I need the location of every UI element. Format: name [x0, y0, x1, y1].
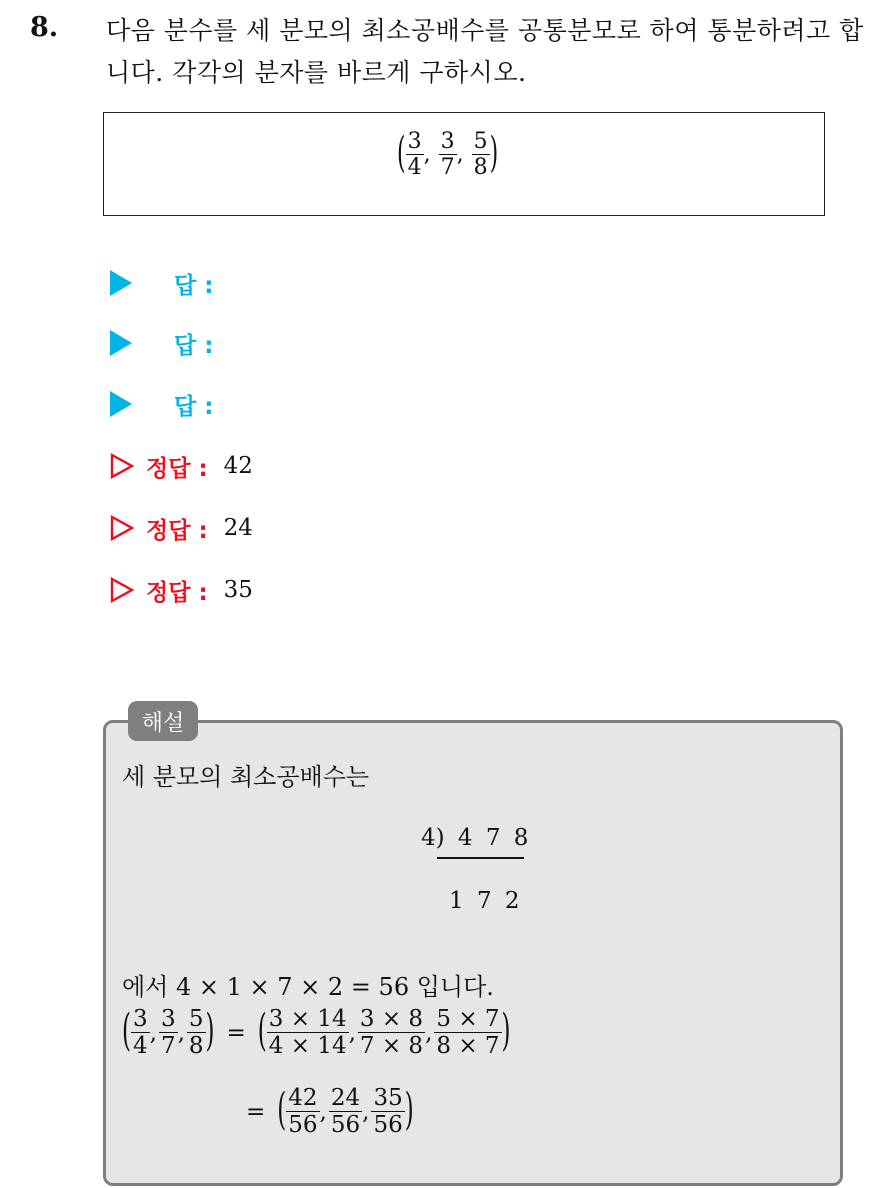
- divisor: 4): [421, 825, 445, 851]
- fraction: [131, 1006, 150, 1060]
- fraction: [406, 129, 424, 181]
- explanation-tab: 해설: [128, 701, 198, 741]
- answer-label: 답 :: [174, 332, 214, 359]
- solution-label: 정답 :: [146, 579, 208, 606]
- comma: ,: [149, 1019, 157, 1046]
- fraction: [267, 1006, 349, 1060]
- explanation-line1: 세 분모의 최소공배수는: [122, 763, 370, 791]
- answer-row[interactable]: [110, 265, 213, 301]
- play-triangle-icon: [110, 391, 132, 417]
- question-text: 다음 분수를 세 분모의 최소공배수를 공통분모로 하여 통분하려고 합니다. 각각의 분자를 바르게 구하시오.: [106, 16, 864, 87]
- comma: ,: [177, 1019, 185, 1046]
- fraction: [358, 1006, 425, 1060]
- division-bottom: 1 7 2: [449, 888, 520, 914]
- right-paren: ): [205, 1007, 215, 1057]
- numerator: 35: [373, 1085, 403, 1111]
- answer-row[interactable]: [110, 325, 213, 361]
- numerator: 5: [473, 129, 488, 154]
- solution-row: [110, 572, 253, 608]
- outline-triangle-icon: [110, 515, 134, 541]
- solution-row: [110, 448, 253, 484]
- problem-expression: [397, 129, 498, 181]
- solution-label: 정답 :: [146, 517, 208, 544]
- left-paren: (: [122, 1007, 131, 1057]
- numerator: 3: [132, 1006, 148, 1032]
- fraction: [439, 129, 457, 181]
- answer-row[interactable]: [110, 386, 213, 422]
- solution-value: 35: [223, 577, 253, 603]
- numerator: 3: [160, 1006, 176, 1032]
- dividends: 4 7 8: [457, 825, 529, 851]
- denominator: 8 × 7: [436, 1033, 500, 1060]
- denominator: 8: [188, 1033, 204, 1060]
- denominator: 56: [330, 1112, 361, 1139]
- right-paren: ): [501, 1007, 511, 1057]
- numerator: 5 × 7: [436, 1006, 500, 1032]
- fraction: [159, 1006, 178, 1060]
- equals-sign: =: [246, 1098, 266, 1125]
- denominator: 4: [407, 155, 422, 181]
- right-paren: ): [489, 130, 499, 178]
- fraction: [329, 1085, 362, 1139]
- numerator: 24: [330, 1085, 361, 1111]
- solution-row: [110, 510, 253, 546]
- denominator: 8: [473, 155, 488, 181]
- left-paren: (: [277, 1086, 287, 1136]
- numerator: 3: [440, 129, 455, 154]
- denominator: 7 × 8: [359, 1033, 424, 1060]
- fraction: [472, 129, 490, 181]
- division-bar: [437, 857, 524, 859]
- solution-label: 정답 :: [146, 455, 208, 482]
- explanation-line2: 에서 4 × 1 × 7 × 2 = 56 입니다.: [122, 973, 494, 1001]
- left-paren: (: [397, 130, 406, 178]
- division-top: [421, 825, 528, 851]
- problem-box: [103, 112, 825, 216]
- numerator: 3 × 8: [359, 1006, 424, 1032]
- numerator: 5: [188, 1006, 204, 1032]
- numerator: 3 × 14: [268, 1006, 347, 1032]
- comma: ,: [423, 142, 431, 168]
- equation-step1: [122, 1006, 511, 1060]
- equals-sign: =: [226, 1019, 246, 1046]
- play-triangle-icon: [110, 270, 132, 296]
- numerator: 42: [288, 1085, 318, 1111]
- answer-label: 답 :: [174, 272, 214, 299]
- fraction: [434, 1006, 501, 1060]
- denominator: 4 × 14: [268, 1033, 347, 1060]
- comma: ,: [425, 1019, 433, 1046]
- left-paren: (: [257, 1007, 267, 1057]
- denominator: 7: [160, 1033, 176, 1060]
- fraction: [371, 1085, 404, 1139]
- equation-step2: [246, 1085, 414, 1139]
- outline-triangle-icon: [110, 453, 134, 479]
- answer-label: 답 :: [174, 393, 214, 420]
- question-number: 8.: [30, 12, 59, 43]
- fraction: [286, 1085, 319, 1139]
- play-triangle-icon: [110, 330, 132, 356]
- right-paren: ): [404, 1086, 414, 1136]
- comma: ,: [348, 1019, 356, 1046]
- denominator: 7: [440, 155, 455, 181]
- solution-value: 42: [223, 453, 253, 479]
- comma: ,: [456, 142, 464, 168]
- denominator: 4: [132, 1033, 148, 1060]
- denominator: 56: [288, 1112, 318, 1139]
- comma: ,: [362, 1098, 370, 1125]
- comma: ,: [319, 1098, 327, 1125]
- outline-triangle-icon: [110, 577, 134, 603]
- denominator: 56: [373, 1112, 403, 1139]
- solution-value: 24: [223, 515, 253, 541]
- fraction: [187, 1006, 206, 1060]
- numerator: 3: [407, 129, 422, 154]
